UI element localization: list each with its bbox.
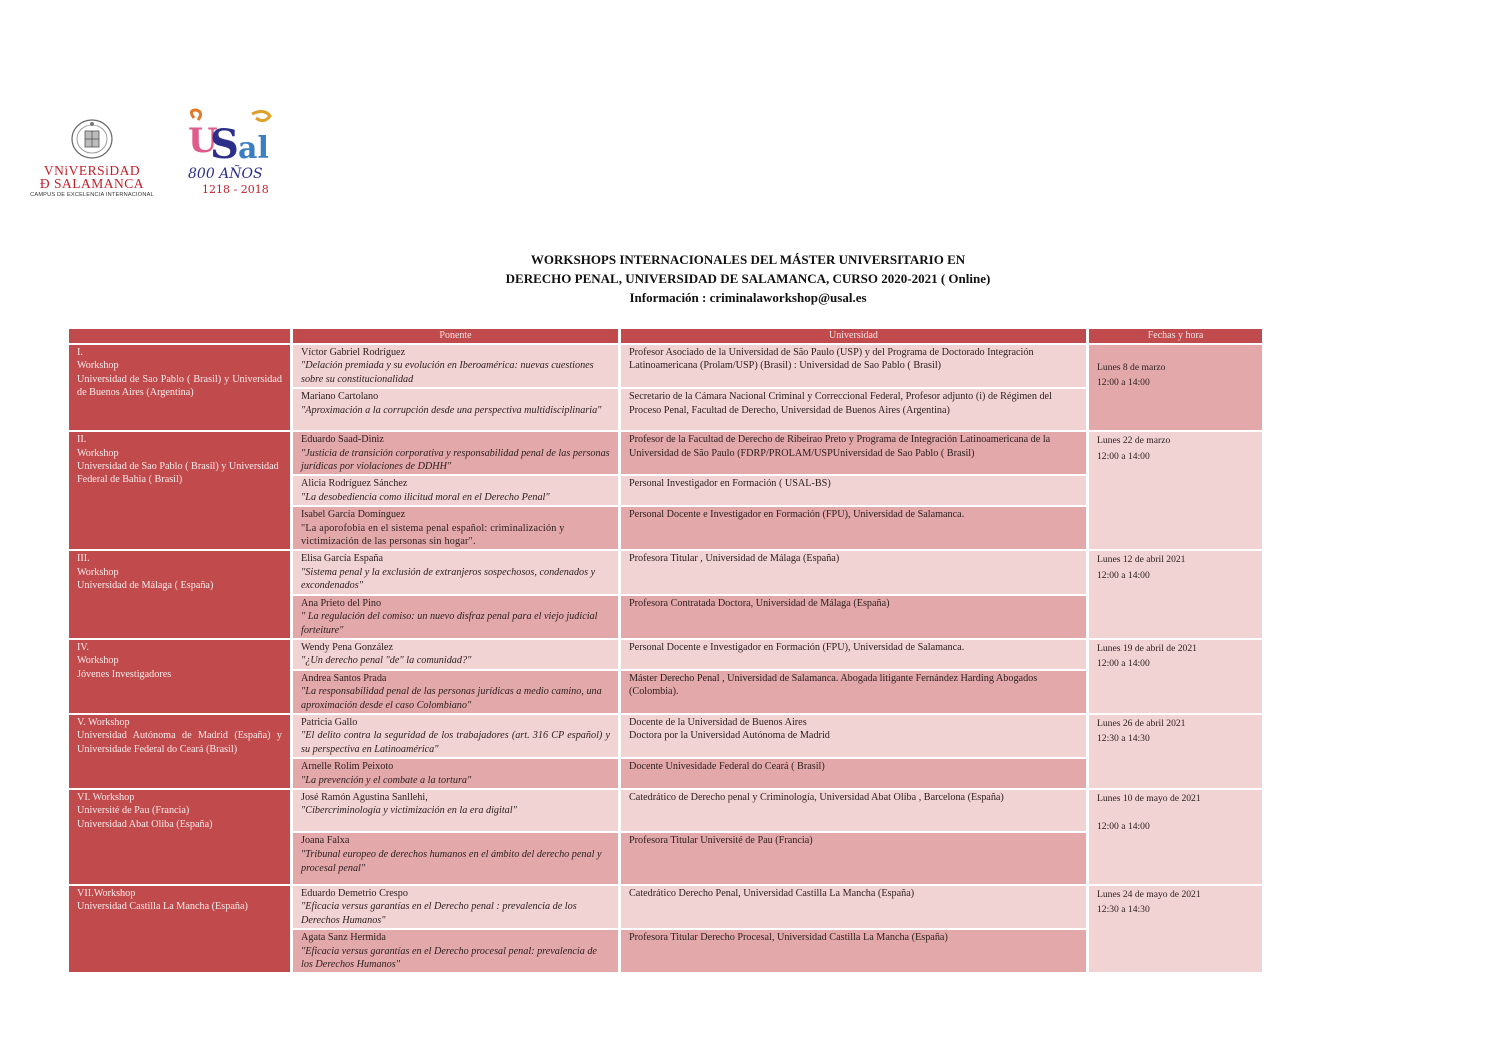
- table-header-row: [69, 329, 1262, 343]
- title-line-1: WORKSHOPS INTERNACIONALES DEL MÁSTER UNIVERSITARIO EN: [530, 252, 966, 267]
- speaker-cell: José Ramón Agustina Sanllehi, "Cibercriminología y victimización en la era digital": [293, 790, 618, 831]
- university-cell: Docente Univesidade Federal do Ceará ( Brasil): [621, 759, 1086, 788]
- speaker-cell: Mariano Cartolano "Aproximación a la corrupción desde una perspectiva multidisciplinaria": [293, 389, 618, 430]
- anniv-label: 800 AÑOS: [188, 166, 263, 182]
- col-header-workshop: [69, 329, 290, 343]
- university-cell: Profesora Titular Université de Pau (Francia): [621, 833, 1086, 884]
- anniversary-emblem-icon: [184, 108, 284, 198]
- speaker-cell: Wendy Pena González "¿Un derecho penal "de" la comunidad?": [293, 640, 618, 669]
- workshop-label-cell: V. Workshop Universidad Autónoma de Madrid (España) y Universidade Federal do Ceará (Brasil): [69, 715, 290, 788]
- speaker-cell: Alicia Rodríguez Sánchez "La desobediencia como ilicitud moral en el Derecho Penal": [293, 476, 618, 505]
- speaker-cell: Víctor Gabriel Rodríguez "Delación premiada y su evolución en Iberoamérica: nuevas cuestiones sobre su constitucionalidad: [293, 345, 618, 387]
- document-title: [398, 250, 1098, 307]
- workshop-label-cell: II. Workshop Universidad de Sao Pablo ( Brasil) y Universidad Federal de Bahia ( Brasil): [69, 432, 290, 549]
- university-cell: Catedrático de Derecho penal y Criminología, Universidad Abat Oliba , Barcelona (España): [621, 790, 1086, 831]
- date-cell: Lunes 22 de marzo 12:00 a 14:00: [1089, 432, 1262, 549]
- date-cell: Lunes 10 de mayo de 2021 12:00 a 14:00: [1089, 790, 1262, 884]
- university-cell: Profesora Contratada Doctora, Universidad de Málaga (España): [621, 596, 1086, 638]
- col-header-ponente: Ponente: [293, 329, 618, 343]
- university-cell: Catedrático Derecho Penal, Universidad Castilla La Mancha (España): [621, 886, 1086, 928]
- col-header-fechas: Fechas y hora: [1089, 329, 1262, 343]
- title-line-2: DERECHO PENAL, UNIVERSIDAD DE SALAMANCA, CURSO 2020-2021 ( Online): [505, 271, 991, 286]
- speaker-cell: Patricia Gallo "El delito contra la seguridad de los trabajadores (art. 316 CP español) y su perspectiva en Latinoamérica": [293, 715, 618, 757]
- workshop-label-cell: III. Workshop Universidad de Málaga ( España): [69, 551, 290, 637]
- university-cell: Docente de la Universidad de Buenos Aires Doctora por la Universidad Autónoma de Madrid: [621, 715, 1086, 757]
- anniversary-800-logo: [184, 108, 284, 198]
- usal-name-line1: VNiVERSiDAD: [43, 163, 141, 178]
- universidad-salamanca-logo: [22, 118, 162, 198]
- workshop-label-cell: I. Workshop Universidad de Sao Pablo ( Brasil) y Universidad de Buenos Aires (Argentina): [69, 345, 290, 430]
- svg-text:S: S: [210, 121, 239, 168]
- speaker-cell: Eduardo Saad-Diniz "Justicia de transición corporativa y responsabilidad penal de las personas jurídicas por violaciones de DDHH": [293, 432, 618, 474]
- table-row: [69, 345, 1262, 387]
- table-row: [69, 790, 1262, 831]
- university-cell: Personal Docente e Investigador en Formación (FPU), Universidad de Salamanca.: [621, 507, 1086, 549]
- workshop-label-cell: VII.Workshop Universidad Castilla La Mancha (España): [69, 886, 290, 972]
- speaker-cell: Andrea Santos Prada "La responsabilidad penal de las personas jurídicas a medio camino, una aproximación desde el caso Colombiano": [293, 671, 618, 713]
- date-cell: Lunes 12 de abril 2021 12:00 a 14:00: [1089, 551, 1262, 637]
- university-cell: Personal Docente e Investigador en Formación (FPU), Universidad de Salamanca.: [621, 640, 1086, 669]
- table-row: [69, 715, 1262, 757]
- university-cell: Profesora Titular , Universidad de Málaga (España): [621, 551, 1086, 593]
- speaker-cell: Isabel García Domínguez "La aporofobia en el sistema penal español: criminalización y victimización de las personas sin hogar".: [293, 507, 618, 549]
- date-cell: Lunes 8 de marzo 12:00 a 14:00: [1089, 345, 1262, 430]
- anniv-years: 1218 - 2018: [202, 183, 269, 196]
- speaker-cell: Elisa García España "Sistema penal y la exclusión de extranjeros sospechosos, condenados y excondenados": [293, 551, 618, 593]
- table-row: [69, 640, 1262, 669]
- university-crest-icon: [68, 118, 116, 160]
- date-cell: Lunes 19 de abril de 2021 12:00 a 14:00: [1089, 640, 1262, 713]
- workshops-schedule-table: [66, 327, 1265, 974]
- date-cell: Lunes 26 de abril 2021 12:30 a 14:30: [1089, 715, 1262, 788]
- university-cell: Profesora Titular Derecho Procesal, Universidad Castilla La Mancha (España): [621, 930, 1086, 972]
- speaker-cell: Agata Sanz Hermida "Eficacia versus garantías en el Derecho procesal penal: prevalencia de los Derechos Humanos": [293, 930, 618, 972]
- speaker-cell: Joana Falxa "Tribunal europeo de derechos humanos en el ámbito del derecho penal y procesal penal": [293, 833, 618, 884]
- date-cell: Lunes 24 de mayo de 2021 12:30 a 14:30: [1089, 886, 1262, 972]
- table-row: [69, 432, 1262, 474]
- workshop-label-cell: VI. Workshop Université de Pau (Francia) Universidad Abat Oliba (España): [69, 790, 290, 884]
- university-cell: Secretario de la Cámara Nacional Criminal y Correccional Federal, Profesor adjunto (i) de Régimen del Proceso Penal, Facultad de Derecho, Universidad de Buenos Aires (Argentina): [621, 389, 1086, 430]
- svg-text:U: U: [188, 121, 218, 161]
- table-row: [69, 886, 1262, 928]
- university-cell: Profesor de la Facultad de Derecho de Ribeirao Preto y Programa de Integración Latinoamericana de la Universidad de São Paulo (FDRP/PROLAM/USPUniversidad de Sao Pablo ( Brasil): [621, 432, 1086, 474]
- svg-text:al: al: [238, 131, 269, 166]
- table-row: [69, 551, 1262, 593]
- col-header-universidad: Universidad: [621, 329, 1086, 343]
- speaker-cell: Ana Prieto del Pino " La regulación del comiso: un nuevo disfraz penal para el viejo judicial forteiture": [293, 596, 618, 638]
- usal-campus-subtitle: CAMPUS DE EXCELENCIA INTERNACIONAL: [30, 192, 154, 198]
- university-cell: Personal Investigador en Formación ( USAL-BS): [621, 476, 1086, 505]
- title-line-3-contact: Información : criminalaworkshop@usal.es: [629, 290, 867, 305]
- university-cell: Máster Derecho Penal , Universidad de Salamanca. Abogada litigante Fernández Harding Abogados (Colombia).: [621, 671, 1086, 713]
- speaker-cell: Arnelle Rolim Peixoto "La prevención y el combate a la tortura": [293, 759, 618, 788]
- speaker-cell: Eduardo Demetrio Crespo "Eficacia versus garantías en el Derecho penal : prevalencia de los Derechos Humanos": [293, 886, 618, 928]
- usal-name-line2: Ð SALAMANCA: [39, 176, 145, 191]
- university-cell: Profesor Asociado de la Universidad de São Paulo (USP) y del Programa de Doctorado Integración Latinoamericana (Prolam/USP) (Brasil) : Universidad de Sao Pablo ( Brasil): [621, 345, 1086, 387]
- workshop-label-cell: IV. Workshop Jóvenes Investigadores: [69, 640, 290, 713]
